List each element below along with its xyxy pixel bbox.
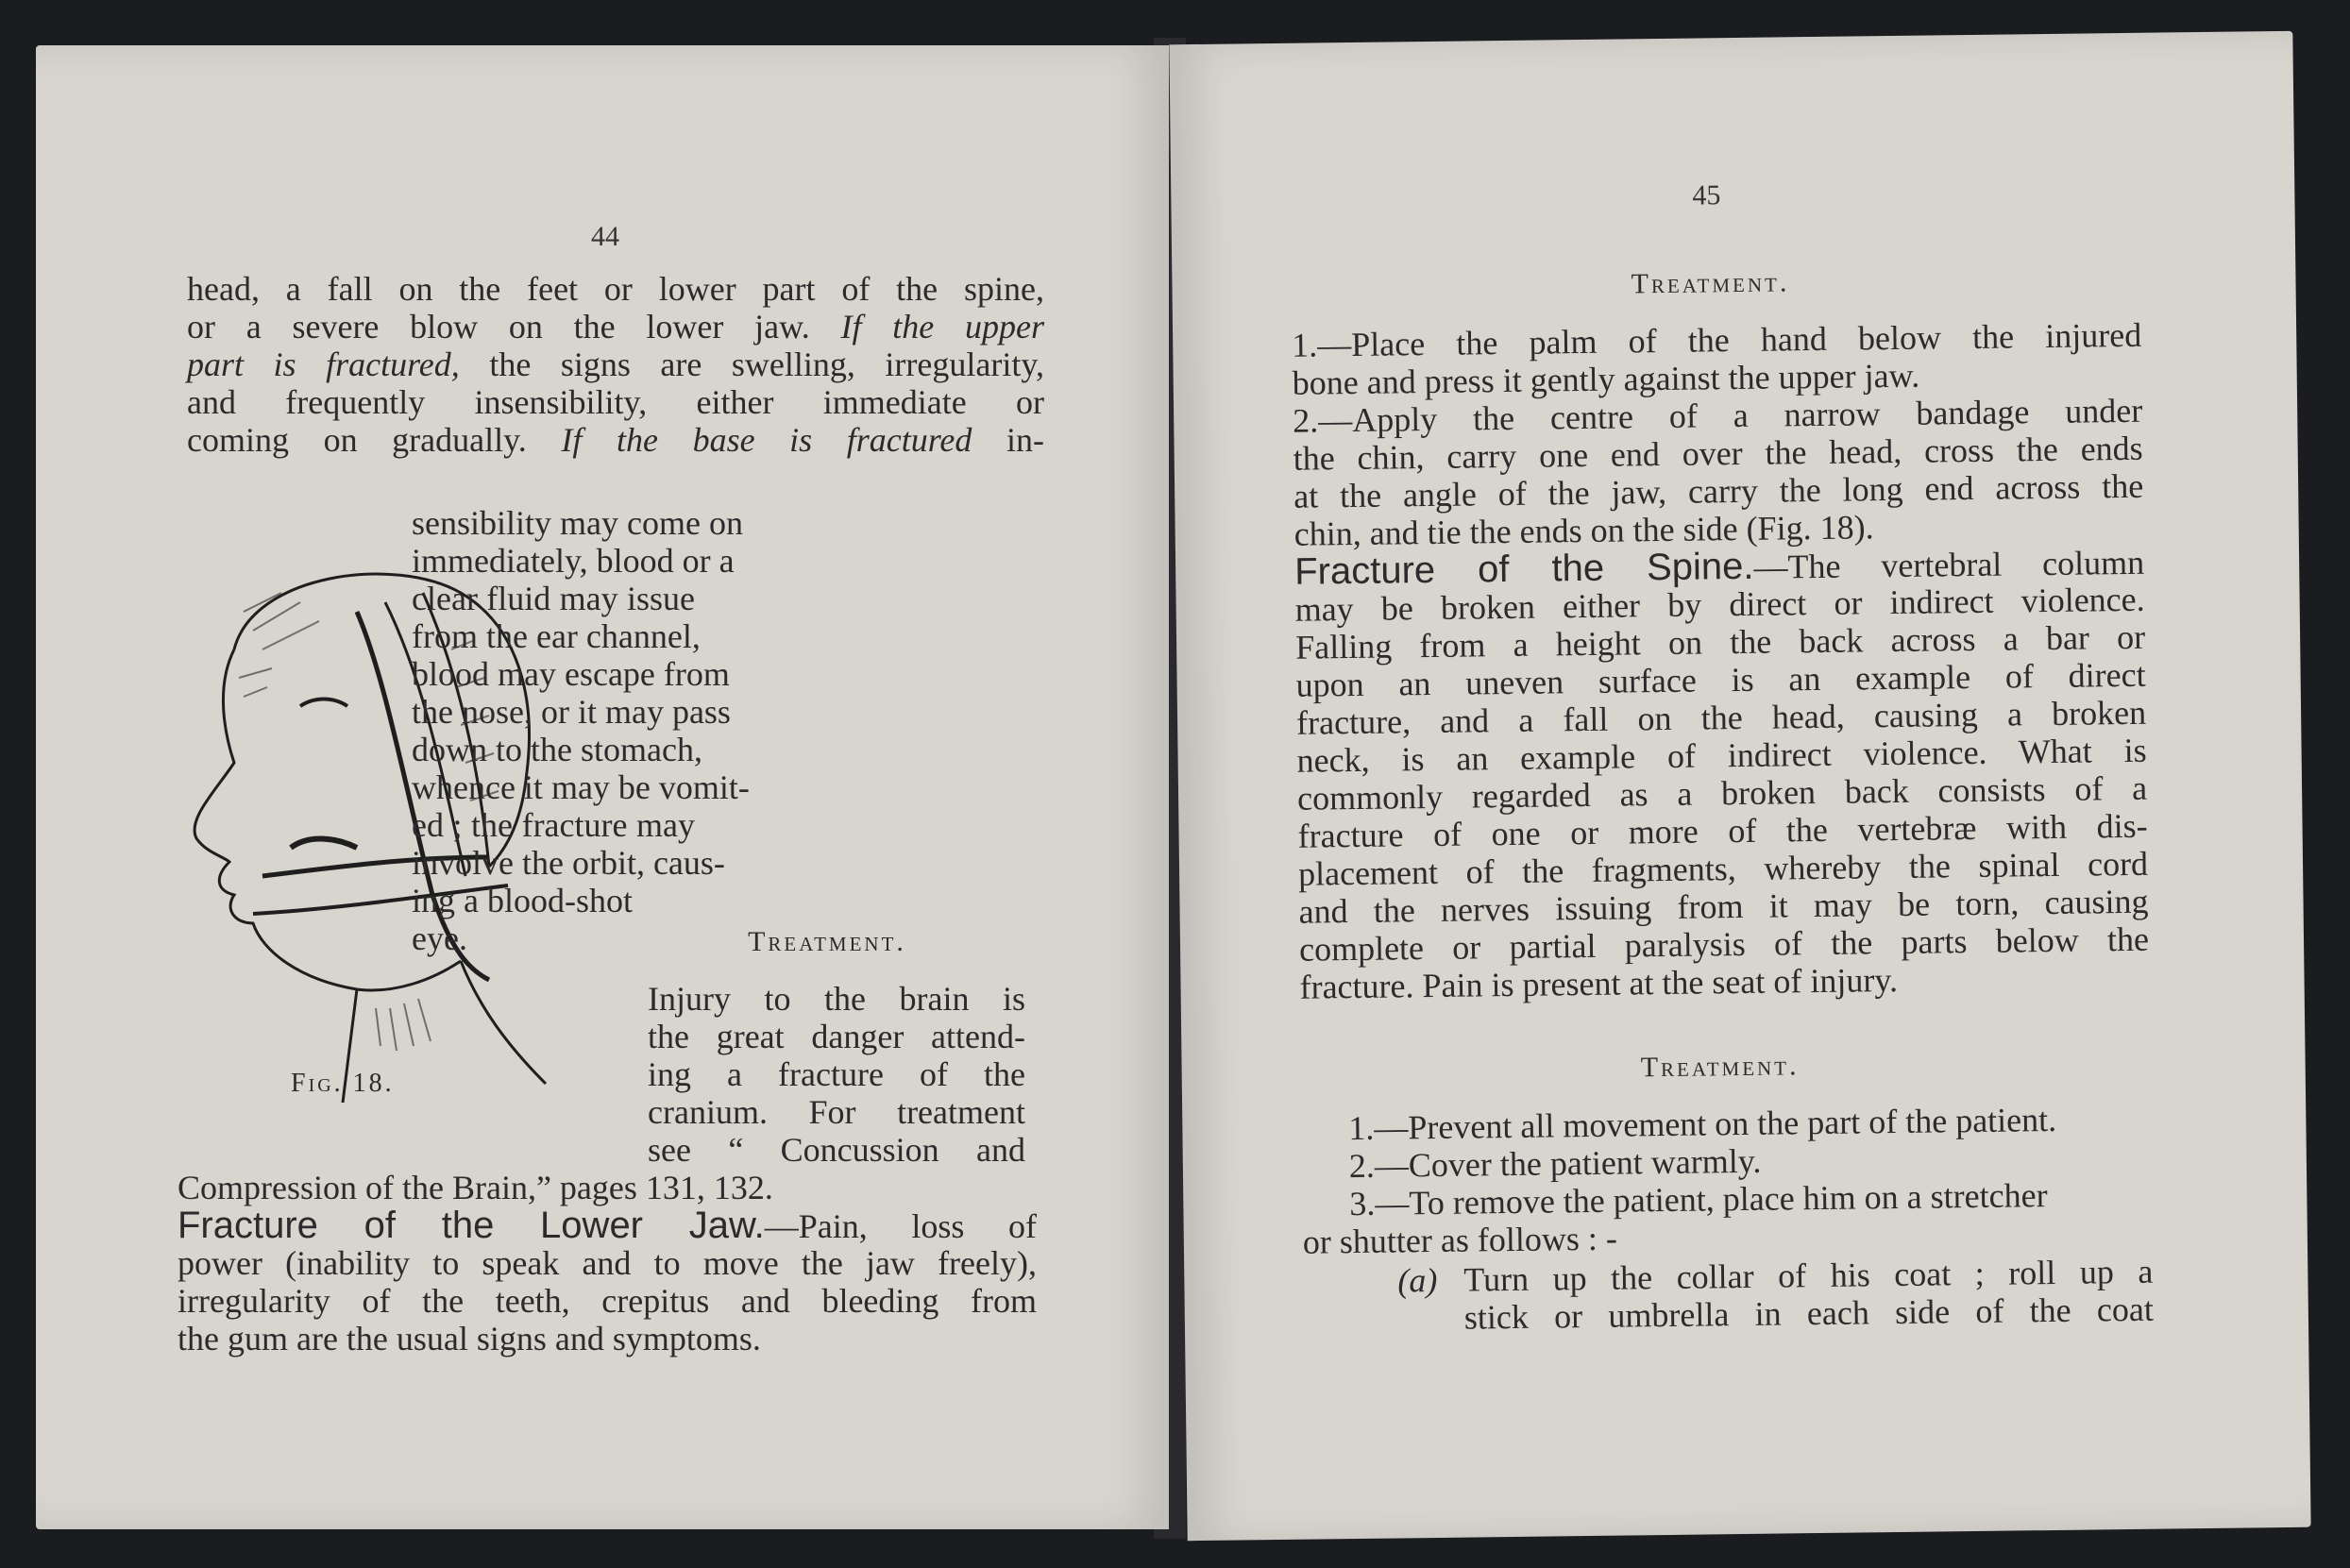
text-line: 1.—Place the palm of the hand below the injured	[1292, 315, 2142, 364]
text-line: and frequently insensibility, either immediate or	[187, 383, 1044, 421]
left-top-paragraph	[187, 270, 1044, 459]
text-line: immediately, blood or a	[412, 542, 735, 580]
text-line: Fracture of the Spine.—The vertebral column	[1293, 543, 2145, 593]
text-line: Turn up the collar of his coat ; roll up a	[1463, 1252, 2154, 1299]
left-side-text	[412, 504, 750, 957]
text-line: the great danger attend-	[648, 1018, 1025, 1055]
item-a-label: (a)	[1397, 1260, 1438, 1300]
text-line: Fracture of the Lower Jaw.—Pain, loss of	[178, 1205, 1037, 1246]
text-line: head, a fall on the feet or lower part of the spine,	[187, 270, 1044, 308]
figure-caption: Fig. 18.	[291, 1069, 395, 1098]
right-treatment-heading-1: Treatment.	[1631, 266, 1790, 300]
text-line: commonly regarded as a broken back consists of a	[1296, 768, 2148, 818]
text-line: ed ; the fracture may	[412, 806, 695, 844]
spine-heading: Fracture of the Spine.	[1293, 545, 1754, 593]
text-line: Injury to the brain is	[648, 980, 1025, 1018]
right-bottom-paragraph	[1301, 1100, 2153, 1261]
text-line: complete or partial paralysis of the parts below the	[1298, 919, 2150, 969]
text-line: see “ Concussion and	[648, 1131, 1025, 1169]
text-line: may be broken either by direct or indirect violence.	[1294, 580, 2145, 629]
text-line: Compression of the Brain,” pages 131, 132.	[178, 1169, 773, 1206]
right-page	[1169, 31, 2310, 1541]
text-line: or a severe blow on the lower jaw. If the upper	[187, 308, 1044, 346]
left-treatment-text	[648, 980, 1025, 1169]
text-line: 2.—Apply the centre of a narrow bandage under	[1292, 391, 2143, 440]
page-number-left: 44	[591, 221, 619, 252]
text-line: involve the orbit, caus-	[412, 844, 725, 882]
item-a-text	[1463, 1253, 2154, 1337]
text-line: ing a fracture of the	[648, 1055, 1025, 1093]
right-treatment-heading-2: Treatment.	[1640, 1050, 1800, 1084]
right-top-paragraph	[1292, 316, 2150, 1006]
text-line: power (inability to speak and to move the jaw freely),	[178, 1244, 1037, 1282]
text-line: 2.—Cover the patient warmly.	[1348, 1141, 1762, 1186]
text-line: the gum are the usual signs and symptoms.	[178, 1320, 761, 1357]
text-line: fracture, and a fall on the head, causing a broken	[1295, 693, 2147, 742]
left-page	[36, 45, 1169, 1529]
text-line: fracture. Pain is present at the seat of injury.	[1299, 960, 1899, 1006]
text-line: fracture of one or more of the vertebræ with dis-	[1297, 806, 2148, 855]
jaw-heading: Fracture of the Lower Jaw.	[178, 1205, 765, 1246]
text-line: bone and press it gently against the upper jaw.	[1292, 356, 1920, 402]
text-line: 1.—Prevent all movement on the part of the patient.	[1348, 1100, 2057, 1148]
text-line: coming on gradually. If the base is fractured in-	[187, 421, 1045, 459]
text-line: the nose, or it may pass	[412, 693, 731, 731]
text-line: down to the stomach,	[412, 731, 702, 768]
text-line: neck, is an example of indirect violence. What is	[1296, 731, 2147, 780]
text-line: part is fractured, the signs are swelling, irregularity,	[187, 346, 1045, 383]
text-line: sensibility may come on	[412, 504, 743, 542]
text-line: the chin, carry one end over the head, cross the ends	[1293, 429, 2143, 478]
text-line: or shutter as follows : -	[1302, 1219, 1618, 1261]
text-line: and the nerves issuing from it may be torn, causing	[1298, 882, 2149, 931]
text-line: from the ear channel,	[412, 617, 701, 655]
text-line: blood may escape from	[412, 655, 730, 693]
text-line: Falling from a height on the back across a bar or	[1294, 617, 2146, 666]
text-line: chin, and tie the ends on the side (Fig. 18).	[1293, 508, 1874, 553]
text-line: whence it may be vomit-	[412, 768, 750, 806]
page-number-right: 45	[1692, 179, 1721, 211]
text-line: upon an uneven surface is an example of direct	[1295, 655, 2146, 704]
text-line: cranium. For treatment	[648, 1093, 1025, 1131]
text-line: placement of the fragments, whereby the spinal cord	[1297, 844, 2149, 893]
text-line: ing a blood-shot eye.	[412, 882, 633, 957]
left-treatment-heading: Treatment.	[748, 926, 906, 957]
text-line: 3.—To remove the patient, place him on a stretcher	[1349, 1176, 2048, 1223]
text-line: at the angle of the jaw, carry the long end across the	[1293, 466, 2144, 515]
text-line: clear fluid may issue	[412, 580, 695, 617]
text-line: stick or umbrella in each side of the coat	[1463, 1290, 2155, 1337]
text-line: irregularity of the teeth, crepitus and bleeding from	[178, 1282, 1037, 1320]
left-bottom-paragraph	[178, 1169, 1037, 1357]
